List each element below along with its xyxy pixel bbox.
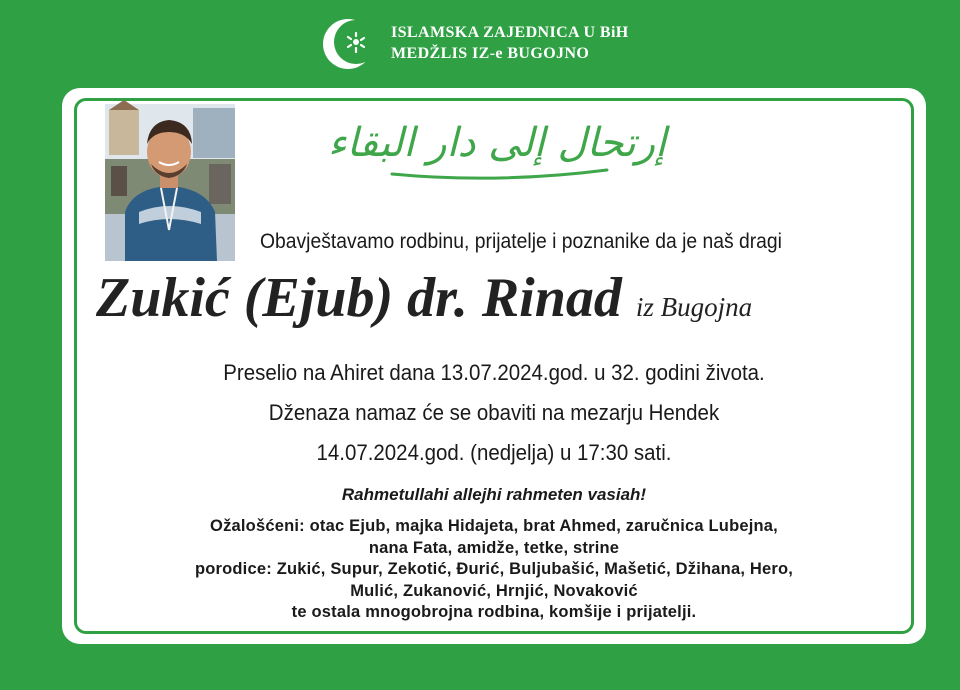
org-line-1: ISLAMSKA ZAJEDNICA U BiH (391, 24, 629, 41)
mourners-list (62, 516, 926, 624)
obituary-card (62, 88, 926, 644)
mourners-line: te ostala mnogobrojna rodbina, komšije i prijatelji. (291, 603, 697, 621)
mourners-line: nana Fata, amidže, tetke, strine (368, 538, 620, 557)
portrait-photo (105, 104, 235, 261)
header-band (0, 0, 960, 88)
passing-date-line: Preselio na Ahiret dana 13.07.2024.god. u 32. godini života. (223, 360, 765, 385)
janaza-location-line: Dženaza namaz će se obaviti na mezarju Hendek (268, 400, 720, 425)
arabic-calligraphy (327, 106, 667, 186)
deceased-name: Zukić (Ejub) dr. Rinad (96, 267, 622, 329)
prayer-line: Rahmetullahi allejhi rahmeten vasiah! (341, 485, 647, 504)
announcement-text: Obavještavamo rodbinu, prijatelje i poznanike da je naš dragi (260, 230, 782, 253)
mourners-line: porodice: Zukić, Supur, Zekotić, Đurić, Buljubašić, Mašetić, Džihana, Hero, (194, 560, 794, 578)
janaza-time-line: 14.07.2024.god. (nedjelja) u 17:30 sati. (316, 440, 672, 465)
mourners-line: Mulić, Zukanović, Hrnjić, Novaković (350, 581, 638, 600)
deceased-name-line (96, 266, 856, 330)
hometown: iz Bugojna (635, 292, 753, 322)
organization-name (391, 22, 629, 64)
svg-text:إرتحال إلى دار البقاء: إرتحال إلى دار البقاء (327, 120, 667, 166)
org-line-2: MEDŽLIS IZ-e BUGOJNO (391, 45, 590, 62)
mourners-line: Ožalošćeni: otac Ejub, majka Hidajeta, brat Ahmed, zaručnica Lubejna, (210, 517, 778, 535)
crescent-star-icon (320, 16, 376, 72)
